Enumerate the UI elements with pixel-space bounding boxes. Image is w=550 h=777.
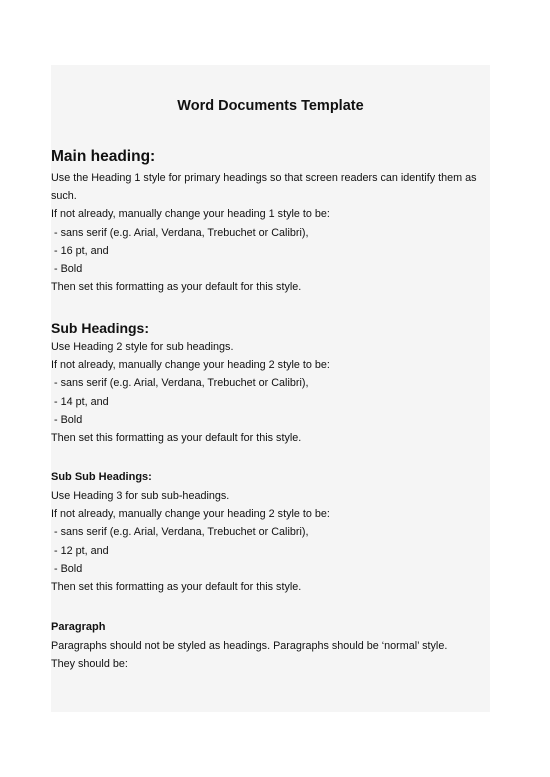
list-item: - 16 pt, and — [51, 244, 109, 257]
text-line: If not already, manually change your heading 1 style to be: — [51, 208, 330, 221]
document-title: Word Documents Template — [177, 98, 364, 114]
text-line: They should be: — [51, 658, 128, 671]
text-line: Then set this formatting as your default for this style. — [51, 281, 302, 294]
text-line: Paragraphs should not be styled as headings. Paragraphs should be ‘normal’ style. — [51, 640, 448, 652]
list-item: - Bold — [51, 263, 83, 276]
list-item: - Bold — [51, 413, 83, 426]
list-item: - sans serif (e.g. Arial, Verdana, Trebuchet or Calibri), — [51, 377, 309, 390]
section-heading: Paragraph — [51, 621, 106, 633]
text-line: Use Heading 2 style for sub headings. — [51, 341, 234, 353]
list-item: - sans serif (e.g. Arial, Verdana, Trebuchet or Calibri), — [51, 526, 309, 539]
text-line: Use the Heading 1 style for primary headings so that screen readers can identify them as — [51, 172, 477, 184]
text-line: Use Heading 3 for sub sub-headings. — [51, 490, 230, 502]
section-sub-headings — [51, 319, 483, 447]
text-line: Then set this formatting as your default for this style. — [51, 432, 302, 445]
section-heading: Sub Headings: — [51, 320, 150, 336]
list-item: - 12 pt, and — [51, 544, 109, 557]
list-item: - 14 pt, and — [51, 395, 109, 408]
document-page — [51, 65, 490, 712]
text-line: Then set this formatting as your default for this style. — [51, 581, 302, 594]
list-item: - Bold — [51, 562, 83, 575]
section-heading: Sub Sub Headings: — [51, 471, 152, 483]
text-line: such. — [51, 190, 77, 203]
list-item: - sans serif (e.g. Arial, Verdana, Trebuchet or Calibri), — [51, 226, 309, 239]
text-line: If not already, manually change your heading 2 style to be: — [51, 508, 330, 521]
section-sub-sub-headings — [51, 470, 483, 596]
text-line: If not already, manually change your heading 2 style to be: — [51, 359, 330, 372]
section-main-heading — [51, 148, 483, 296]
section-paragraph — [51, 620, 483, 673]
section-heading: Main heading: — [51, 148, 156, 165]
